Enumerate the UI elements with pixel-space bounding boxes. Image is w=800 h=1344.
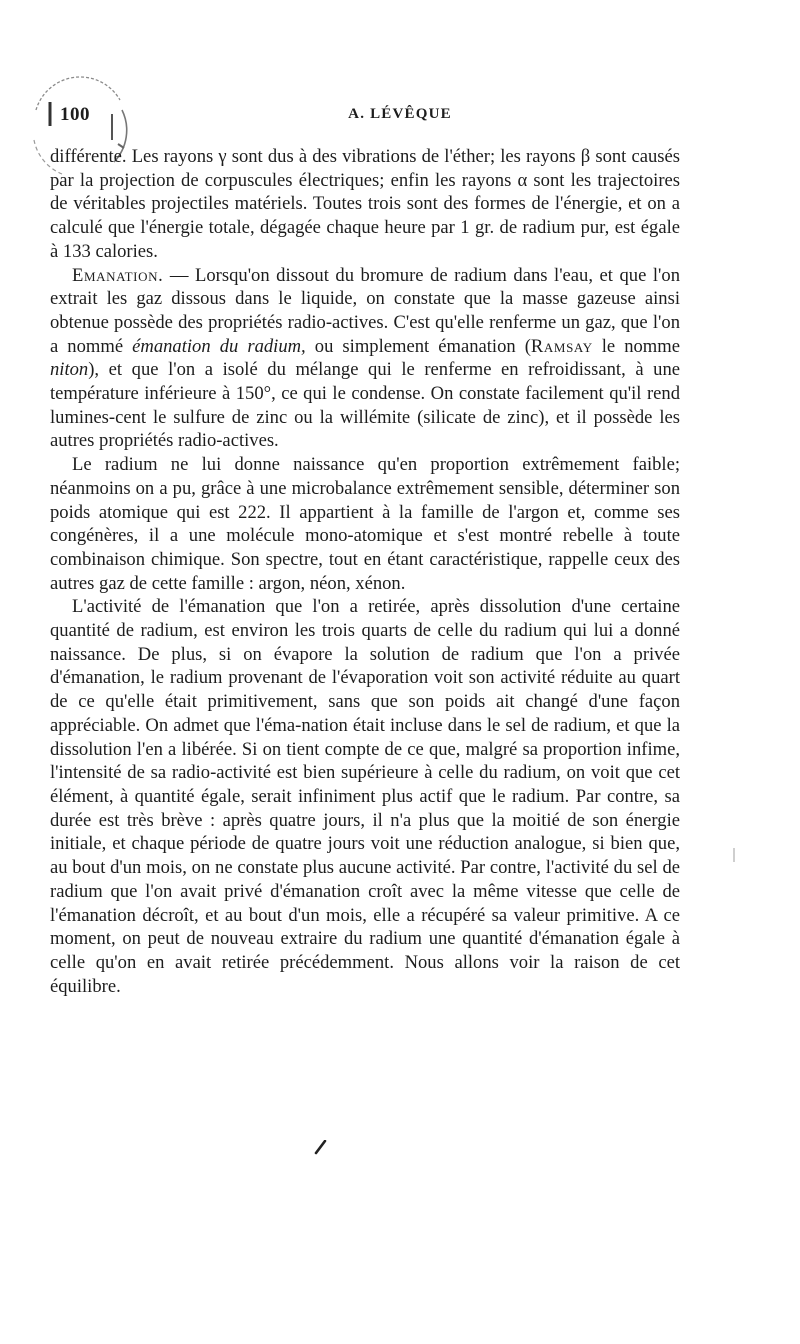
margin-mark <box>733 848 735 862</box>
paragraph <box>50 453 680 595</box>
text-run: différente. Les rayons γ sont dus à des vibrations de l'éther; les rayons β sont causés par la projection de corpuscules électriques; enfin les rayons α sont les trajectoires de véritables projectiles matériels. Toutes trois sont des formes de l'énergie, et on a calculé que l'énergie totale, dégagée chaque heure par 1 gr. de radium pur, est égale à 133 calories. <box>50 146 680 262</box>
body-text <box>50 145 680 998</box>
text-run: émanation du radium, <box>132 335 306 357</box>
running-head: A. LÉVÊQUE <box>348 106 452 122</box>
text-run: ), et que l'on a isolé du mélange qui le renferme en refroidissant, à une température inférieure à 150°, ce qui le condense. On constate facilement qu'il rend lumines-cent le sulfure de zinc ou la willémite (silicate de zinc), et il possède les autres propriétés radio-actives. <box>50 359 680 452</box>
ink-mark <box>313 1140 327 1156</box>
text-run: Ramsay <box>530 335 593 357</box>
paragraph <box>50 595 680 998</box>
text-run: le nomme <box>592 335 680 357</box>
text-run: Emanation. <box>72 264 164 286</box>
paragraph <box>50 145 680 264</box>
text-run: ou simplement émanation ( <box>305 335 531 357</box>
paragraph <box>50 264 680 454</box>
page-number: 100 <box>60 104 90 125</box>
text-run: Le radium ne lui donne naissance qu'en proportion extrêmement faible; néanmoins on a pu, grâce à une microbalance extrêmement sensible, déterminer son poids atomique qui est 222. Il appartient à la famille de l'argon et, comme ses congénères, il a une molécule mono-atomique et s'est montré rebelle à toute combinaison chimique. Son spectre, tout en étant caractéristique, rappelle ceux des autres gaz de cette famille : argon, néon, xénon. <box>50 454 680 594</box>
text-run: niton <box>50 359 89 381</box>
text-run: — Lorsqu'on dissout du bromure de radium dans l'eau, et que l'on extrait les gaz dissous dans le liquide, on constate que la masse gazeuse ainsi obtenue possède des propriétés radio-actives. C'est qu'elle renferme un gaz, que l'on a nommé <box>50 264 680 357</box>
text-run: L'activité de l'émanation que l'on a retirée, après dissolution d'une certaine quantité de radium, est environ les trois quarts de celle du radium qui lui a donné naissance. De plus, si on évapore la solution de radium que l'on a privée d'émanation, le radium provenant de l'évaporation voit son activité réduite au quart de ce qu'elle était primitivement, sans que son poids ait changé d'une façon appréciable. On admet que l'éma-nation était incluse dans le sel de radium, et que la dissolution l'en a libérée. Si on tient compte de ce que, malgré sa proportion infime, l'intensité de sa radio-activité est bien supérieure à celle du radium, on voit que cet élément, à quantité égale, serait infiniment plus actif que le radium. Par contre, sa durée est très brève : après quatre jours, il n'a plus que la moitié de son énergie initiale, et chaque période de quatre jours voit une réduction analogue, si bien que, au bout d'un mois, on ne constate plus aucune activité. Par contre, l'activité du sel de radium que l'on avait privé d'émanation croît avec la même vitesse que celle de l'émanation décroît, et au bout d'un mois, elle a récupéré sa valeur primitive. A ce moment, on peut de nouveau extraire du radium une quantité d'émanation égale à celle qu'on en avait retirée précédemment. Nous allons voir la raison de cet équilibre. <box>50 596 680 997</box>
